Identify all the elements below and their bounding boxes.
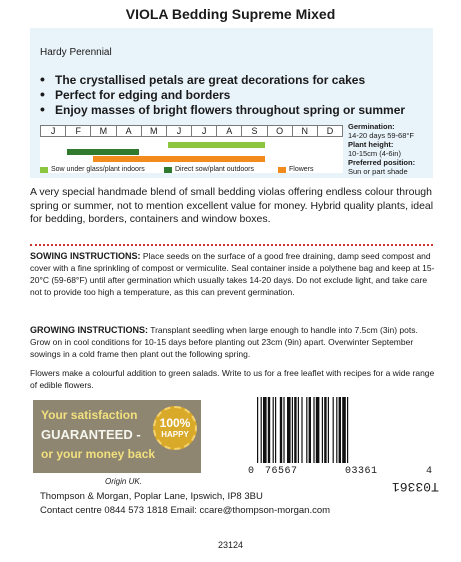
- month-label: O: [268, 126, 293, 136]
- product-description: A very special handmade blend of small bedding violas offering endless colour through spring or summer, not to mention excellent value for money. Hybrid quality plants, ideal for bedding, borders, containers and window boxes.: [30, 186, 434, 225]
- barcode-lead-digit: 0: [248, 466, 255, 477]
- contact-details: Contact centre 0844 573 1818 Email: ccare@thompson-morgan.com: [40, 505, 331, 516]
- barcode-bar: [316, 397, 320, 463]
- barcode-bar: [347, 397, 348, 463]
- legend-label: Direct sow/plant outdoors: [175, 166, 254, 173]
- germination-value: 14-20 days 59-68°F: [348, 131, 414, 140]
- month-label: F: [66, 126, 91, 136]
- dotted-divider: [30, 244, 433, 246]
- month-label: J: [167, 126, 192, 136]
- barcode-bar: [298, 397, 299, 463]
- barcode-bar: [287, 397, 291, 463]
- calendar-bar: [93, 156, 266, 162]
- feature-list: [40, 72, 405, 117]
- barcode-bar: [273, 397, 274, 463]
- barcode-check-digit: 4: [426, 466, 433, 477]
- legend-swatch: [164, 167, 172, 173]
- sowing-calendar: [40, 125, 343, 173]
- calendar-bar: [168, 142, 265, 148]
- feature-item: • Enjoy masses of bright flowers throughout spring or summer: [40, 102, 405, 117]
- company-address: Thompson & Morgan, Poplar Lane, Ipswich, IP8 3BU: [40, 491, 263, 502]
- legend-swatch: [278, 167, 286, 173]
- barcode-bar: [313, 397, 314, 463]
- sowing-instructions: [30, 250, 440, 298]
- sowing-text: Place seeds on the surface of a good free draining, damp seed compost and cover with a fine sprinkling of compost or vermiculite. Seal container inside a polythene bag and keep at 15-20°C (59-68°F) until after germination which usually takes 14-20 days. Do not exclude light, and take care not to provide too high a temperature, as this can prevent germination.: [30, 251, 435, 297]
- legend-swatch: [40, 167, 48, 173]
- height-value: 10-15cm (4-6in): [348, 149, 401, 158]
- position-value: Sun or part shade: [348, 167, 408, 176]
- barcode-bar: [309, 397, 311, 463]
- height-label: Plant height:: [348, 140, 394, 149]
- barcode-bar: [324, 397, 326, 463]
- barcode-bar: [342, 397, 346, 463]
- calendar-bar: [67, 149, 139, 155]
- footer-number: 23124: [217, 540, 244, 550]
- growing-heading: GROWING INSTRUCTIONS:: [30, 325, 148, 335]
- month-label: A: [217, 126, 242, 136]
- guarantee-line2: GUARANTEED -: [41, 427, 141, 442]
- barcode-bar: [306, 397, 307, 463]
- month-label: D: [326, 126, 334, 136]
- product-code: T03361: [392, 479, 439, 494]
- seal-word: HAPPY: [161, 430, 189, 439]
- barcode-right-digits: 03361: [345, 466, 378, 477]
- barcode-bar: [322, 397, 323, 463]
- barcode-bar: [283, 397, 284, 463]
- month-label: M: [91, 126, 116, 136]
- barcode-bar: [268, 397, 270, 463]
- barcode-bar: [263, 397, 267, 463]
- barcode-bar: [257, 397, 258, 463]
- month-label: N: [293, 126, 318, 136]
- barcode-bar: [261, 397, 262, 463]
- calendar-months: [40, 125, 343, 137]
- plant-type: Hardy Perennial: [40, 47, 112, 58]
- month-label: J: [41, 126, 66, 136]
- barcode-bar: [275, 397, 276, 463]
- barcode-bar: [339, 397, 341, 463]
- barcode-bar: [336, 397, 337, 463]
- guarantee-badge: [33, 400, 201, 473]
- product-title: VIOLA Bedding Supreme Mixed: [125, 6, 336, 22]
- barcode-bar: [333, 397, 334, 463]
- month-label: S: [242, 126, 267, 136]
- feature-item: • Perfect for edging and borders: [40, 87, 405, 102]
- growing-instructions: [30, 324, 440, 360]
- germination-label: Germination:: [348, 122, 395, 131]
- flowers-note: Flowers make a colourful addition to green salads. Write to us for a free leaflet with recipes for a wide range of edible flowers.: [30, 368, 435, 390]
- barcode-bar: [292, 397, 293, 463]
- origin-text: Origin UK.: [105, 477, 142, 486]
- month-label: A: [117, 126, 142, 136]
- barcode-left-digits: 76567: [265, 466, 298, 477]
- feature-item: • The crystallised petals are great decorations for cakes: [40, 72, 405, 87]
- barcode-bar: [294, 397, 296, 463]
- guarantee-line3: or your money back: [41, 447, 156, 461]
- sowing-heading: SOWING INSTRUCTIONS:: [30, 251, 141, 261]
- month-label: J: [192, 126, 217, 136]
- legend-label: Flowers: [289, 166, 314, 173]
- barcode-bar: [301, 397, 302, 463]
- seal-percent: 100%: [159, 416, 191, 430]
- barcode-bar: [280, 397, 282, 463]
- guarantee-line1: Your satisfaction: [41, 408, 138, 422]
- legend-outdoor: [164, 166, 254, 173]
- month-label: M: [142, 126, 167, 136]
- growing-facts: [348, 122, 415, 176]
- growing-text: Transplant seedling when large enough to handle into 7.5cm (3in) pots. Grow on in cool conditions for 10-15 days before planting out 23cm (9in) apart. Overwinter September sowings in a cold frame then plant out the following spring.: [30, 325, 418, 359]
- legend-indoor: [40, 166, 145, 173]
- position-label: Preferred position:: [348, 158, 416, 167]
- legend-flowers: [278, 166, 314, 173]
- legend-label: Sow under glass/plant indoors: [51, 166, 145, 173]
- barcode-icon: [255, 397, 423, 463]
- happy-seal-icon: [153, 406, 197, 450]
- barcode-bar: [328, 397, 329, 463]
